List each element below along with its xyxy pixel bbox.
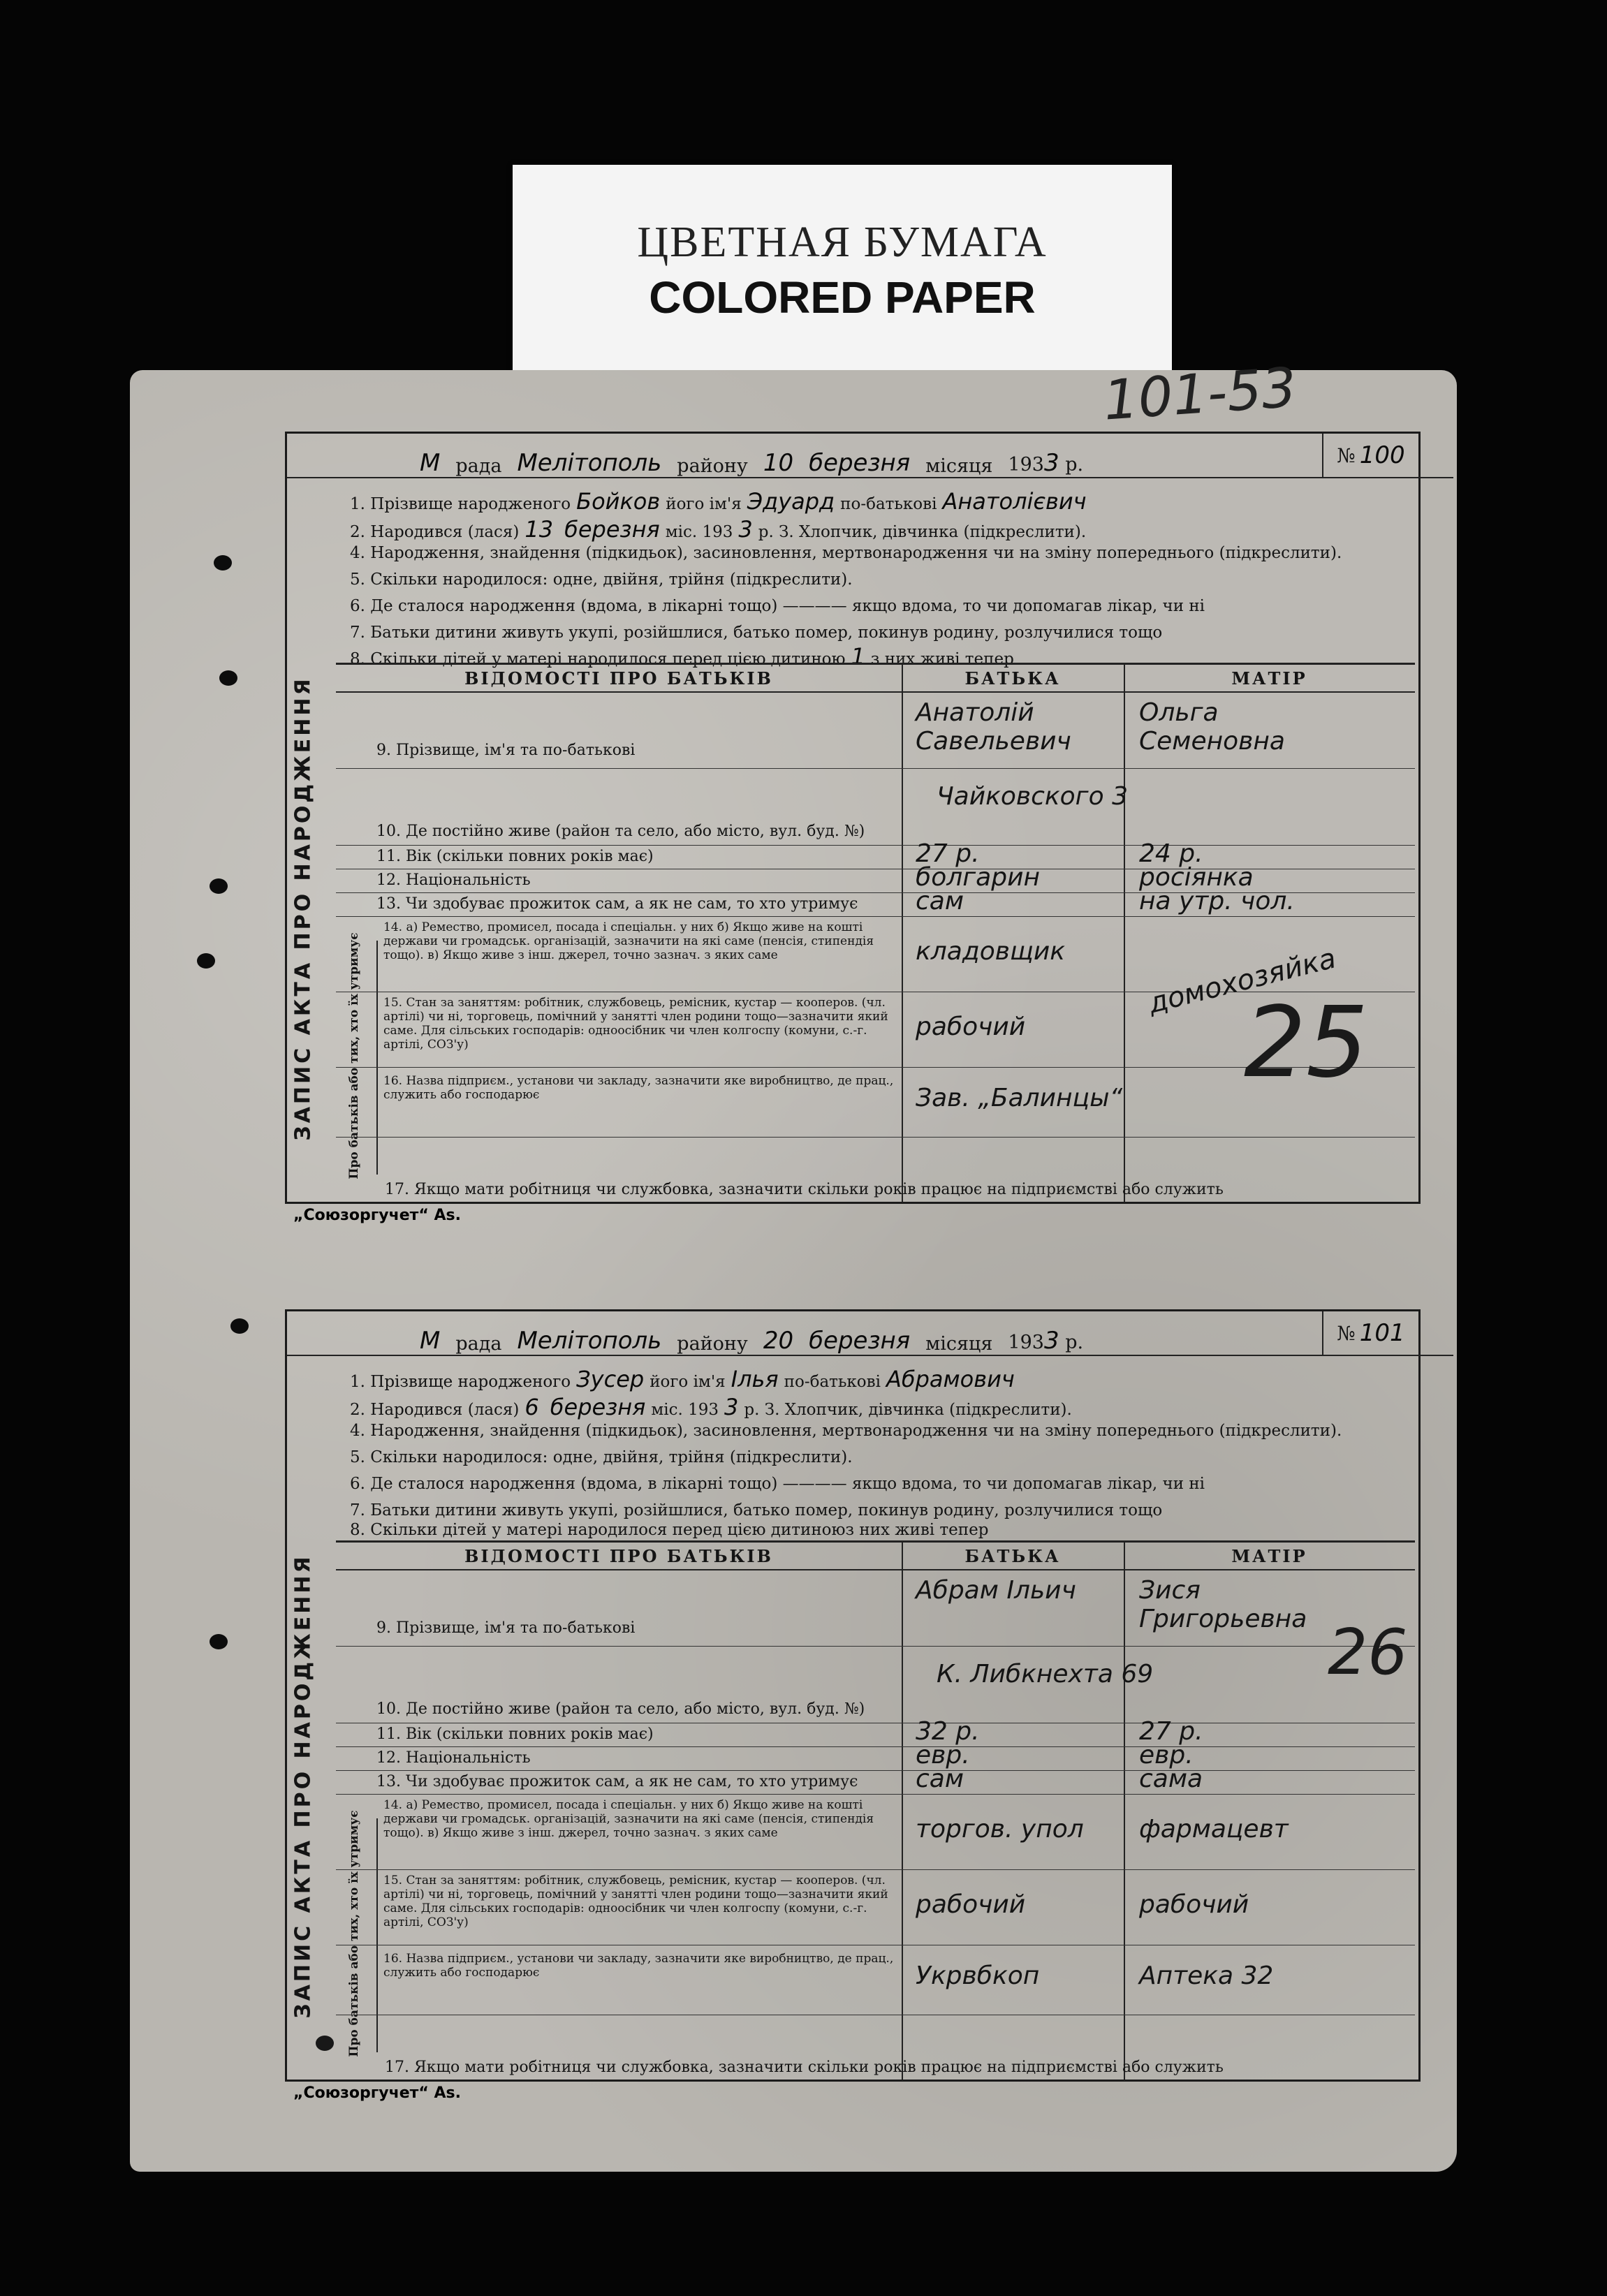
question-6: 6. Де сталося народження (вдома, в лікарні тощо) ———— якщо вдома, то чи допомагав лікар, чи ні	[350, 1475, 1205, 1493]
father-age: 32 р.	[916, 1717, 980, 1746]
mother-support: сама	[1139, 1765, 1203, 1793]
father-support: сам	[916, 1765, 964, 1793]
row-11-label: 11. Вік (скільки повних років має)	[376, 848, 654, 865]
row-10-label: 10. Де постійно живе (район та село, або місто, вул. буд. №)	[376, 823, 865, 840]
punch-hole	[210, 878, 228, 894]
row-13-label: 13. Чи здобуває прожиток сам, а як не сам, то хто утримує	[376, 895, 858, 913]
father-workplace: Зав. „Балинцы“	[916, 1084, 1123, 1112]
mother-occupation: фармацевт	[1139, 1815, 1289, 1844]
row-15-label: 15. Стан за заняттям: робітник, службовець, ремісник, кустар — кооперов. (чл. артілі) чи ні, торговець, помічний у занятті член родини тощо—зазначити який саме. Для сільських господарів: одноосібник чи член колгоспу (комуни, с.-г. артілі, СОЗ'у)	[383, 1874, 888, 1929]
card-label-russian: ЦВЕТНАЯ БУМАГА	[637, 219, 1048, 266]
father-age: 27 р.	[916, 839, 980, 868]
father-nationality: евр.	[916, 1741, 970, 1769]
mother-occupation: домохозяйка	[1145, 942, 1340, 1020]
side-title: ЗАПИС АКТА ПРО НАРОДЖЕННЯ	[291, 676, 316, 1141]
color-reference-card	[513, 165, 1172, 395]
punch-hole	[219, 670, 237, 686]
punch-hole	[230, 1318, 249, 1334]
row-17: 17. Якщо мати робітниця чи службовка, зазначити скільки років працює на підприємстві або служить	[385, 2058, 1224, 2076]
form-header: М рада Мелітополь району 20 березня місяця 1933 р.	[287, 1311, 1453, 1356]
question-5: 5. Скільки народилося: одне, двійня, трійня (підкреслити).	[350, 1448, 853, 1466]
row-14-label: 14. а) Ремество, промисел, посада і спеціальн. у них б) Якщо живе на коштi держави чи громадськ. організацій, зазначити на які саме (пенсія, стипендія тощо). в) Якщо живе з інш. джерел, точно зазнач. з яких саме	[383, 920, 874, 962]
question-2: 2. Народився (лася) 13 березня міс. 193 3 р. З. Хлопчик, дівчинка (підкреслити).	[350, 516, 1087, 543]
archive-reference-number: 101-53	[1101, 356, 1299, 433]
mother-support: на утр. чол.	[1139, 887, 1295, 915]
father-status: рабочий	[916, 1013, 1026, 1041]
question-7: 7. Батьки дитини живуть укупі, розійшлися, батько помер, покинув родину, розлучилися тощо	[350, 1501, 1163, 1519]
mother-nationality: росіянка	[1139, 863, 1254, 892]
birth-record-form-100	[285, 432, 1421, 1204]
handwritten-mark: 25	[1244, 986, 1369, 1100]
question-8: 8. Скільки дітей у матері народилося перед цією дитиною 1 з них живі тепер	[350, 643, 1014, 670]
row-16-label: 16. Назва підприєм., установи чи закладу, зазначити яке виробництво, де прац., служить або господарює	[383, 1074, 894, 1102]
row-12-label: 12. Національність	[376, 871, 531, 889]
question-1: 1. Прізвище народженого Бойков його ім'я Эдуард по-батькові Анатолієвич	[350, 488, 1087, 515]
father-workplace: Укрвбкоп	[916, 1962, 1040, 1990]
parents-table	[336, 663, 1415, 1202]
parents-header: ВІДОМОСТІ ПРО БАТЬКІВ	[336, 1543, 902, 1570]
mother-header: МАТІР	[1124, 1543, 1415, 1570]
question-1: 1. Прізвище народженого Зусер його ім'я Ілья по-батькові Абрамович	[350, 1366, 1015, 1392]
row-14-label: 14. а) Ремество, промисел, посада і спеціальн. у них б) Якщо живе на коштi держави чи громадськ. організацій, зазначити на які саме (пенсія, стипендія тощо). в) Якщо живе з інш. джерел, точно зазнач. з яких саме	[383, 1798, 874, 1840]
handwritten-mark: 26	[1328, 1616, 1408, 1689]
question-4: 4. Народження, знайдення (підкидьок), засиновлення, мертвонародження чи на зміну попереднього (підкреслити).	[350, 544, 1342, 562]
father-address: Чайковского 3	[937, 782, 1128, 811]
row-13-label: 13. Чи здобуває прожиток сам, а як не сам, то хто утримує	[376, 1773, 858, 1790]
card-label-english: COLORED PAPER	[649, 272, 1036, 323]
question-5: 5. Скільки народилося: одне, двійня, трійня (підкреслити).	[350, 571, 853, 589]
mother-age: 24 р.	[1139, 839, 1203, 868]
father-support: сам	[916, 887, 964, 915]
mother-status: рабочий	[1139, 1890, 1249, 1919]
father-name: Абрам Ільич	[916, 1576, 1076, 1605]
record-number: № 100	[1322, 434, 1418, 478]
row-12-label: 12. Національність	[376, 1749, 531, 1767]
mother-header: МАТІР	[1124, 665, 1415, 693]
father-header: БАТЬКА	[902, 1543, 1124, 1570]
father-occupation: кладовщик	[916, 937, 1065, 966]
father-header: БАТЬКА	[902, 665, 1124, 693]
form-header: М рада Мелітополь району 10 березня місяця 1933 р.	[287, 434, 1453, 478]
row-16-label: 16. Назва підприєм., установи чи закладу, зазначити яке виробництво, де прац., служить або господарює	[383, 1952, 894, 1980]
sub-title: Про батьків або тих, хто їх утримує	[347, 932, 361, 1179]
printer-imprint: „Союзоргучет“ Аs.	[293, 2084, 461, 2102]
punch-hole	[210, 1634, 228, 1649]
mother-name: Ольга Семеновна	[1139, 698, 1285, 756]
sub-title: Про батьків або тих, хто їх утримує	[347, 1810, 361, 2057]
mother-workplace: Аптека 32	[1139, 1962, 1274, 1990]
mother-nationality: евр.	[1139, 1741, 1194, 1769]
father-address: К. Либкнехта 69	[937, 1660, 1154, 1688]
mother-age: 27 р.	[1139, 1717, 1203, 1746]
side-title: ЗАПИС АКТА ПРО НАРОДЖЕННЯ	[291, 1554, 316, 2019]
row-15-label: 15. Стан за заняттям: робітник, службовець, ремісник, кустар — кооперов. (чл. артілі) чи ні, торговець, помічний у занятті член родини тощо—зазначити який саме. Для сільських господарів: одноосібник чи член колгоспу (комуни, с.-г. артілі, СОЗ'у)	[383, 996, 888, 1052]
question-2: 2. Народився (лася) 6 березня міс. 193 3 р. З. Хлопчик, дівчинка (підкреслити).	[350, 1394, 1072, 1420]
mother-name: Зися Григорьевна	[1139, 1576, 1307, 1633]
row-10-label: 10. Де постійно живе (район та село, або місто, вул. буд. №)	[376, 1700, 865, 1718]
parents-header: ВІДОМОСТІ ПРО БАТЬКІВ	[336, 665, 902, 693]
birth-record-form-101	[285, 1309, 1421, 2082]
record-number: № 101	[1322, 1311, 1418, 1356]
father-name: Анатолій Савельевич	[916, 698, 1071, 756]
row-9-label: 9. Прізвище, ім'я та по-батькові	[376, 1619, 636, 1637]
question-7: 7. Батьки дитини живуть укупі, розійшлися, батько помер, покинув родину, розлучилися тощо	[350, 624, 1163, 642]
question-8: 8. Скільки дітей у матері народилося перед цією дитиноюз них живі тепер	[350, 1521, 989, 1539]
printer-imprint: „Союзоргучет“ Аs.	[293, 1207, 461, 1224]
father-nationality: болгарин	[916, 863, 1040, 892]
father-occupation: торгов. упол	[916, 1815, 1084, 1844]
parents-table	[336, 1540, 1415, 2080]
father-status: рабочий	[916, 1890, 1026, 1919]
row-11-label: 11. Вік (скільки повних років має)	[376, 1725, 654, 1743]
question-6: 6. Де сталося народження (вдома, в лікарні тощо) ———— якщо вдома, то чи допомагав лікар, чи ні	[350, 597, 1205, 615]
punch-hole	[214, 555, 232, 571]
question-4: 4. Народження, знайдення (підкидьок), засиновлення, мертвонародження чи на зміну попереднього (підкреслити).	[350, 1422, 1342, 1440]
punch-hole	[197, 953, 215, 969]
row-9-label: 9. Прізвище, ім'я та по-батькові	[376, 742, 636, 759]
row-17: 17. Якщо мати робітниця чи службовка, зазначити скільки років працює на підприємстві або служить	[385, 1180, 1224, 1198]
